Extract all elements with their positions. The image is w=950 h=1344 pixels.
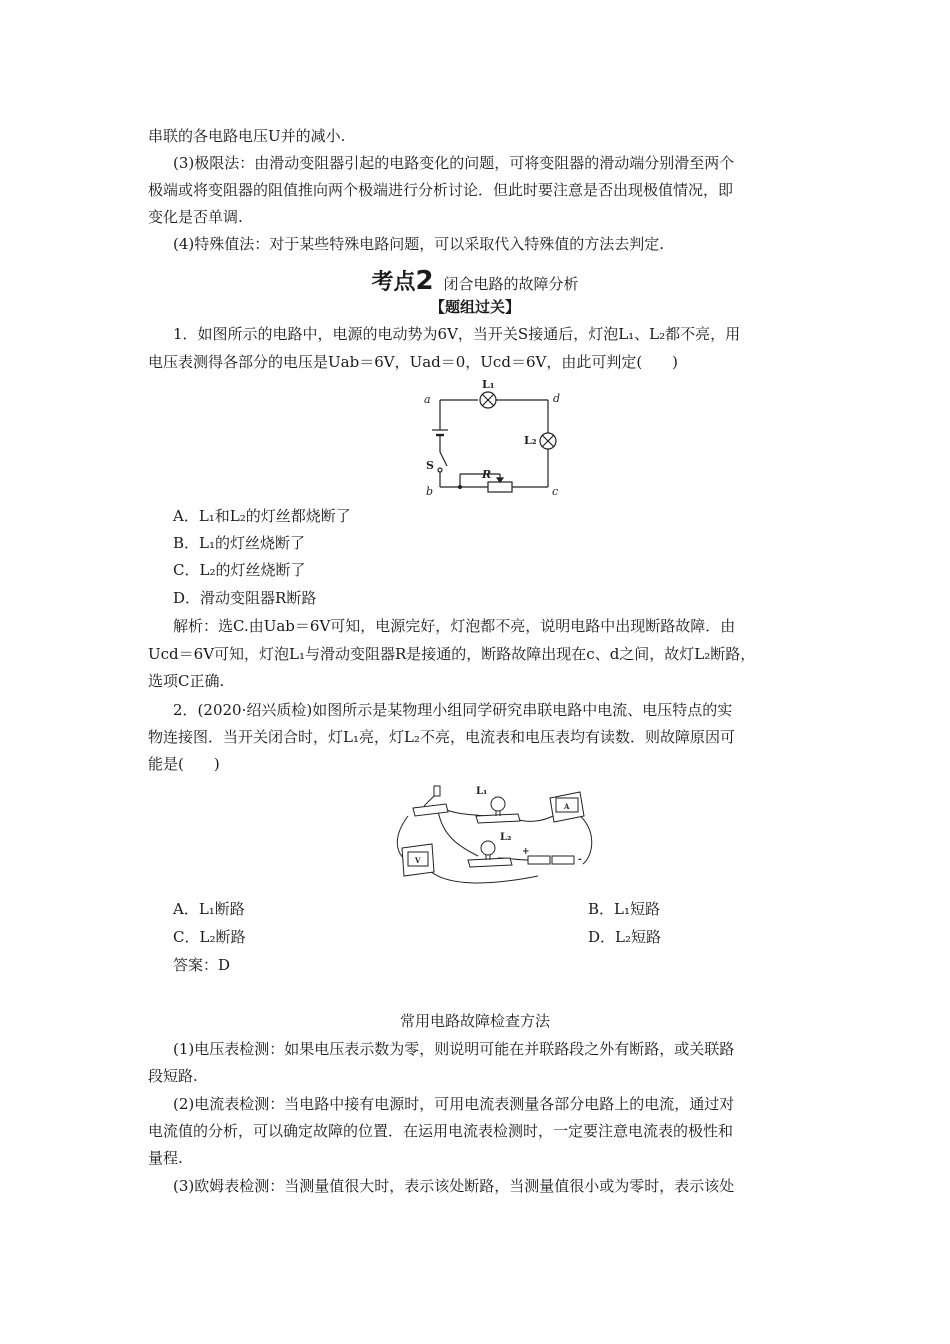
q1-option-b: B．L₁的灯丝烧断了: [173, 534, 305, 552]
lamp-l2-label: L₂: [524, 434, 537, 447]
methods-line: (3)欧姆表检测：当测量值很大时，表示该处断路，当测量值很小或为零时，表示该处: [173, 1177, 735, 1195]
node-d-label: d: [553, 392, 561, 405]
lamp-l1-label: L₁: [476, 786, 488, 797]
section-heading: [0, 265, 950, 296]
switch-s-label: S: [426, 459, 434, 472]
q2-stem: 物连接图．当开关闭合时，灯L₁亮，灯L₂不亮，电流表和电压表均有读数．则故障原因可: [148, 728, 735, 746]
q1-analysis: 选项C正确.: [148, 672, 225, 690]
q2-stem: 能是( ): [148, 755, 220, 773]
lamp-l1-label: L₁: [482, 378, 495, 391]
methods-line: 量程.: [148, 1149, 183, 1167]
q2-option-d: D．L₂短路: [588, 928, 662, 946]
q1-stem: 电压表测得各部分的电压是Uab＝6V，Uad＝0，Ucd＝6V，由此可判定( ): [148, 353, 679, 371]
methods-line: (2)电流表检测：当电路中接有电源时，可用电流表测量各部分电路上的电流，通过对: [173, 1095, 735, 1113]
section-subheading: 【题组过关】: [429, 298, 520, 316]
battery-minus-label: -: [578, 855, 582, 865]
text-line: 变化是否单调.: [148, 208, 243, 226]
q2-stem: 2．(2020·绍兴质检)如图所示是某物理小组同学研究串联电路中电流、电压特点的实: [173, 701, 733, 719]
text-line: 极端或将变阻器的阻值推向两个极端进行分析讨论．但此时要注意是否出现极值情况，即: [148, 181, 734, 199]
lamp-l2-label: L₂: [500, 832, 512, 843]
q1-stem: 1．如图所示的电路中，电源的电动势为6V，当开关S接通后，灯泡L₁、L₂都不亮，用: [173, 325, 741, 343]
q2-option-b: B．L₁短路: [588, 900, 660, 918]
section-number: 2: [415, 266, 434, 296]
ammeter-label: A: [564, 802, 570, 811]
q1-analysis: Ucd＝6V可知，灯泡L₁与滑动变阻器R是接通的，断路故障出现在c、d之间，故灯L₂断路，: [148, 645, 756, 663]
methods-title: 常用电路故障检查方法: [399, 1012, 550, 1030]
q2-option-c: C．L₂断路: [173, 928, 246, 946]
section-kaodian: 考点: [371, 270, 416, 295]
node-a-label: a: [424, 393, 431, 406]
section-title: 闭合电路的故障分析: [443, 275, 579, 293]
text-line: (4)特殊值法：对于某些特殊电路问题，可以采取代入特殊值的方法去判定.: [173, 235, 665, 253]
circuit-diagram-2: [388, 776, 598, 891]
text-line: 串联的各电路电压U并的减小.: [148, 127, 346, 145]
methods-line: (1)电压表检测：如果电压表示数为零，则说明可能在并联路段之外有断路，或关联路: [173, 1040, 735, 1058]
battery-plus-label: +: [522, 847, 530, 857]
q1-analysis: 解析：选C.由Uab＝6V可知，电源完好，灯泡都不亮，说明电路中出现断路故障．由: [173, 617, 736, 635]
text-line: (3)极限法：由滑动变阻器引起的电路变化的问题，可将变阻器的滑动端分别滑至两个: [173, 154, 735, 172]
q1-option-a: A．L₁和L₂的灯丝都烧断了: [173, 507, 351, 525]
node-c-label: c: [552, 485, 559, 498]
q2-answer: 答案：D: [173, 956, 231, 974]
voltmeter-label: V: [415, 856, 421, 865]
resistor-r-label: R: [482, 468, 492, 481]
q1-option-d: D．滑动变阻器R断路: [173, 589, 317, 607]
q1-option-c: C．L₂的灯丝烧断了: [173, 561, 306, 579]
node-b-label: b: [426, 485, 434, 498]
methods-line: 段短路.: [148, 1067, 198, 1085]
circuit-diagram-1: [420, 378, 580, 498]
q2-option-a: A．L₁断路: [173, 900, 245, 918]
methods-line: 电流值的分析，可以确定故障的位置．在运用电流表检测时，一定要注意电流表的极性和: [148, 1122, 734, 1140]
